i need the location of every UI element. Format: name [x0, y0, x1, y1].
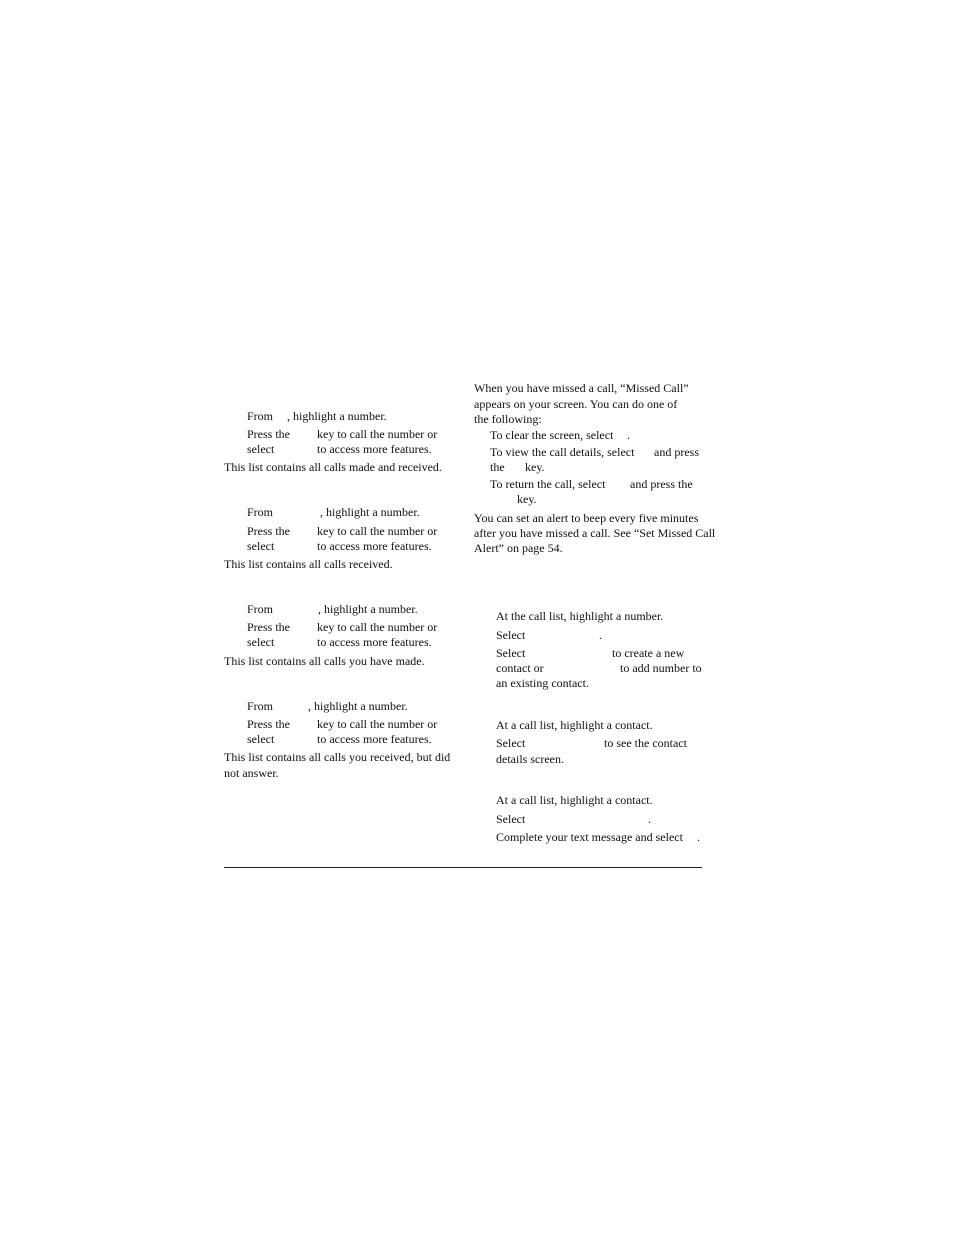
- section-note: not answer.: [224, 766, 279, 780]
- step-text: Press the: [247, 427, 290, 441]
- step-text: .: [648, 812, 651, 826]
- footer-rule: [224, 867, 702, 868]
- step-text: key to call the number or: [317, 620, 438, 634]
- intro-line: appears on your screen. You can do one of: [474, 397, 678, 411]
- step-text: Select: [496, 736, 526, 750]
- step-text: select: [247, 539, 275, 553]
- bullet-text: To clear the screen, select: [490, 428, 614, 442]
- step-text: to create a new: [612, 646, 685, 660]
- step-text: select: [247, 732, 275, 746]
- bullet-text: To return the call, select: [490, 477, 606, 491]
- step-text: contact or: [496, 661, 544, 675]
- step-text: , highlight a number.: [320, 505, 420, 519]
- section-note: This list contains all calls you have made.: [224, 654, 425, 668]
- step-text: details screen.: [496, 752, 564, 766]
- bullet-text: and press the: [630, 477, 693, 491]
- step-text: Select: [496, 646, 526, 660]
- note-line: You can set an alert to beep every five minutes: [474, 511, 699, 525]
- step-text: Complete your text message and select: [496, 830, 683, 844]
- note-line: Alert” on page 54.: [474, 541, 563, 555]
- step-text: to access more features.: [317, 732, 432, 746]
- step-text: At a call list, highlight a contact.: [496, 718, 653, 732]
- step-text: .: [599, 628, 602, 642]
- step-text: Select: [496, 628, 526, 642]
- step-text: to access more features.: [317, 539, 432, 553]
- step-text: , highlight a number.: [287, 409, 387, 423]
- step-text: From: [247, 409, 274, 423]
- step-text: From: [247, 699, 274, 713]
- bullet-text: key.: [517, 492, 537, 506]
- step-text: to add number to: [620, 661, 702, 675]
- step-text: From: [247, 602, 274, 616]
- step-text: Select: [496, 812, 526, 826]
- section-note: This list contains all calls received.: [224, 557, 393, 571]
- section-note: This list contains all calls you received, but did: [224, 750, 451, 764]
- step-text: to access more features.: [317, 635, 432, 649]
- bullet-text: To view the call details, select: [490, 445, 635, 459]
- step-text: .: [697, 830, 700, 844]
- step-text: At a call list, highlight a contact.: [496, 793, 653, 807]
- step-text: select: [247, 635, 275, 649]
- step-text: , highlight a number.: [318, 602, 418, 616]
- bullet-text: the: [490, 460, 505, 474]
- intro-line: When you have missed a call, “Missed Call”: [474, 381, 689, 395]
- step-text: From: [247, 505, 274, 519]
- step-text: key to call the number or: [317, 717, 438, 731]
- step-text: , highlight a number.: [308, 699, 408, 713]
- step-text: Press the: [247, 717, 290, 731]
- step-text: Press the: [247, 620, 290, 634]
- step-text: At the call list, highlight a number.: [496, 609, 664, 623]
- step-text: to access more features.: [317, 442, 432, 456]
- step-text: key to call the number or: [317, 524, 438, 538]
- note-line: after you have missed a call. See “Set Missed Call: [474, 526, 716, 540]
- bullet-text: and press: [654, 445, 699, 459]
- step-text: Press the: [247, 524, 290, 538]
- step-text: select: [247, 442, 275, 456]
- step-text: an existing contact.: [496, 676, 589, 690]
- bullet-text: key.: [525, 460, 545, 474]
- step-text: key to call the number or: [317, 427, 438, 441]
- bullet-text: .: [627, 428, 630, 442]
- step-text: to see the contact: [604, 736, 687, 750]
- section-note: This list contains all calls made and received.: [224, 460, 442, 474]
- intro-line: the following:: [474, 412, 542, 426]
